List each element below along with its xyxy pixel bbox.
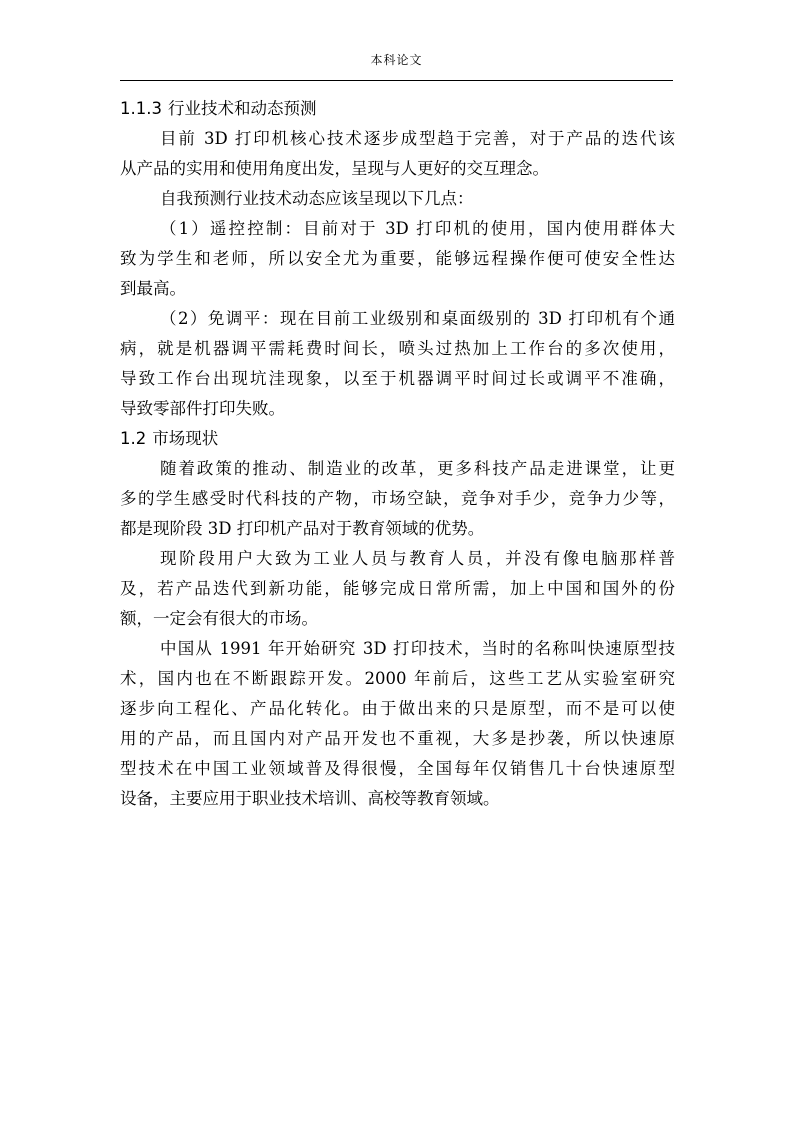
paragraph-line: 目前 3D 打印机核心技术逐步成型趋于完善，对于产品的迭代该 — [160, 129, 675, 148]
paragraph — [120, 634, 675, 814]
paragraph-line: 自我预测行业技术动态应该呈现以下几点： — [160, 189, 474, 208]
paragraph-line: 逐步向工程化、产品化转化。由于做出来的只是原型，而不是可以使 — [120, 699, 675, 718]
paragraph-line: 设备，主要应用于职业技术培训、高校等教育领域。 — [120, 789, 500, 808]
paragraph — [120, 124, 675, 184]
paragraph — [120, 214, 675, 304]
document-body — [120, 94, 675, 814]
paragraph-line: 术，国内也在不断跟踪开发。2000 年前后，这些工艺从实验室研究 — [120, 669, 675, 688]
paragraph-line: 随着政策的推动、制造业的改革，更多科技产品走进课堂，让更 — [160, 459, 675, 478]
paragraph-line: 额，一定会有很大的市场。 — [120, 609, 318, 628]
paragraph-line: 病，就是机器调平需耗费时间长，喷头过热加上工作台的多次使用， — [120, 339, 675, 358]
paragraph-line: 型技术在中国工业领域普及得很慢，全国每年仅销售几十台快速原型 — [120, 759, 675, 778]
section-heading — [120, 424, 675, 454]
paragraph — [120, 184, 675, 214]
section-number: 1.2 — [120, 429, 147, 448]
paragraph-line: 到最高。 — [120, 279, 186, 298]
paragraph-line: （2）免调平：现在目前工业级别和桌面级别的 3D 打印机有个通 — [160, 309, 675, 328]
page-header — [120, 50, 673, 70]
section-title: 市场现状 — [152, 429, 219, 448]
header-divider — [120, 80, 673, 81]
paragraph-line: 中国从 1991 年开始研究 3D 打印技术，当时的名称叫快速原型技 — [160, 639, 675, 658]
paragraph-line: 及，若产品迭代到新功能，能够完成日常所需，加上中国和国外的份 — [120, 579, 675, 598]
paragraph-line: 导致工作台出现坑洼现象，以至于机器调平时间过长或调平不准确， — [120, 369, 675, 388]
header-title: 本科论文 — [370, 53, 423, 67]
section-number: 1.1.3 — [120, 99, 162, 118]
paragraph-line: （1）遥控控制：目前对于 3D 打印机的使用，国内使用群体大 — [160, 219, 675, 238]
paragraph-line: 致为学生和老师，所以安全尤为重要，能够远程操作便可使安全性达 — [120, 249, 675, 268]
paragraph-line: 导致零部件打印失败。 — [120, 399, 285, 418]
paragraph-line: 都是现阶段 3D 打印机产品对于教育领域的优势。 — [120, 519, 485, 538]
paragraph — [120, 544, 675, 634]
paragraph-line: 多的学生感受时代科技的产物，市场空缺，竞争对手少，竞争力少等， — [120, 489, 675, 508]
section-title: 行业技术和动态预测 — [167, 99, 317, 118]
paragraph — [120, 454, 675, 544]
paragraph-line: 现阶段用户大致为工业人员与教育人员，并没有像电脑那样普 — [160, 549, 675, 568]
section-heading — [120, 94, 675, 124]
paragraph-line: 用的产品，而且国内对产品开发也不重视，大多是抄袭，所以快速原 — [120, 729, 675, 748]
paragraph-line: 从产品的实用和使用角度出发，呈现与人更好的交互理念。 — [120, 159, 549, 178]
paragraph — [120, 304, 675, 424]
